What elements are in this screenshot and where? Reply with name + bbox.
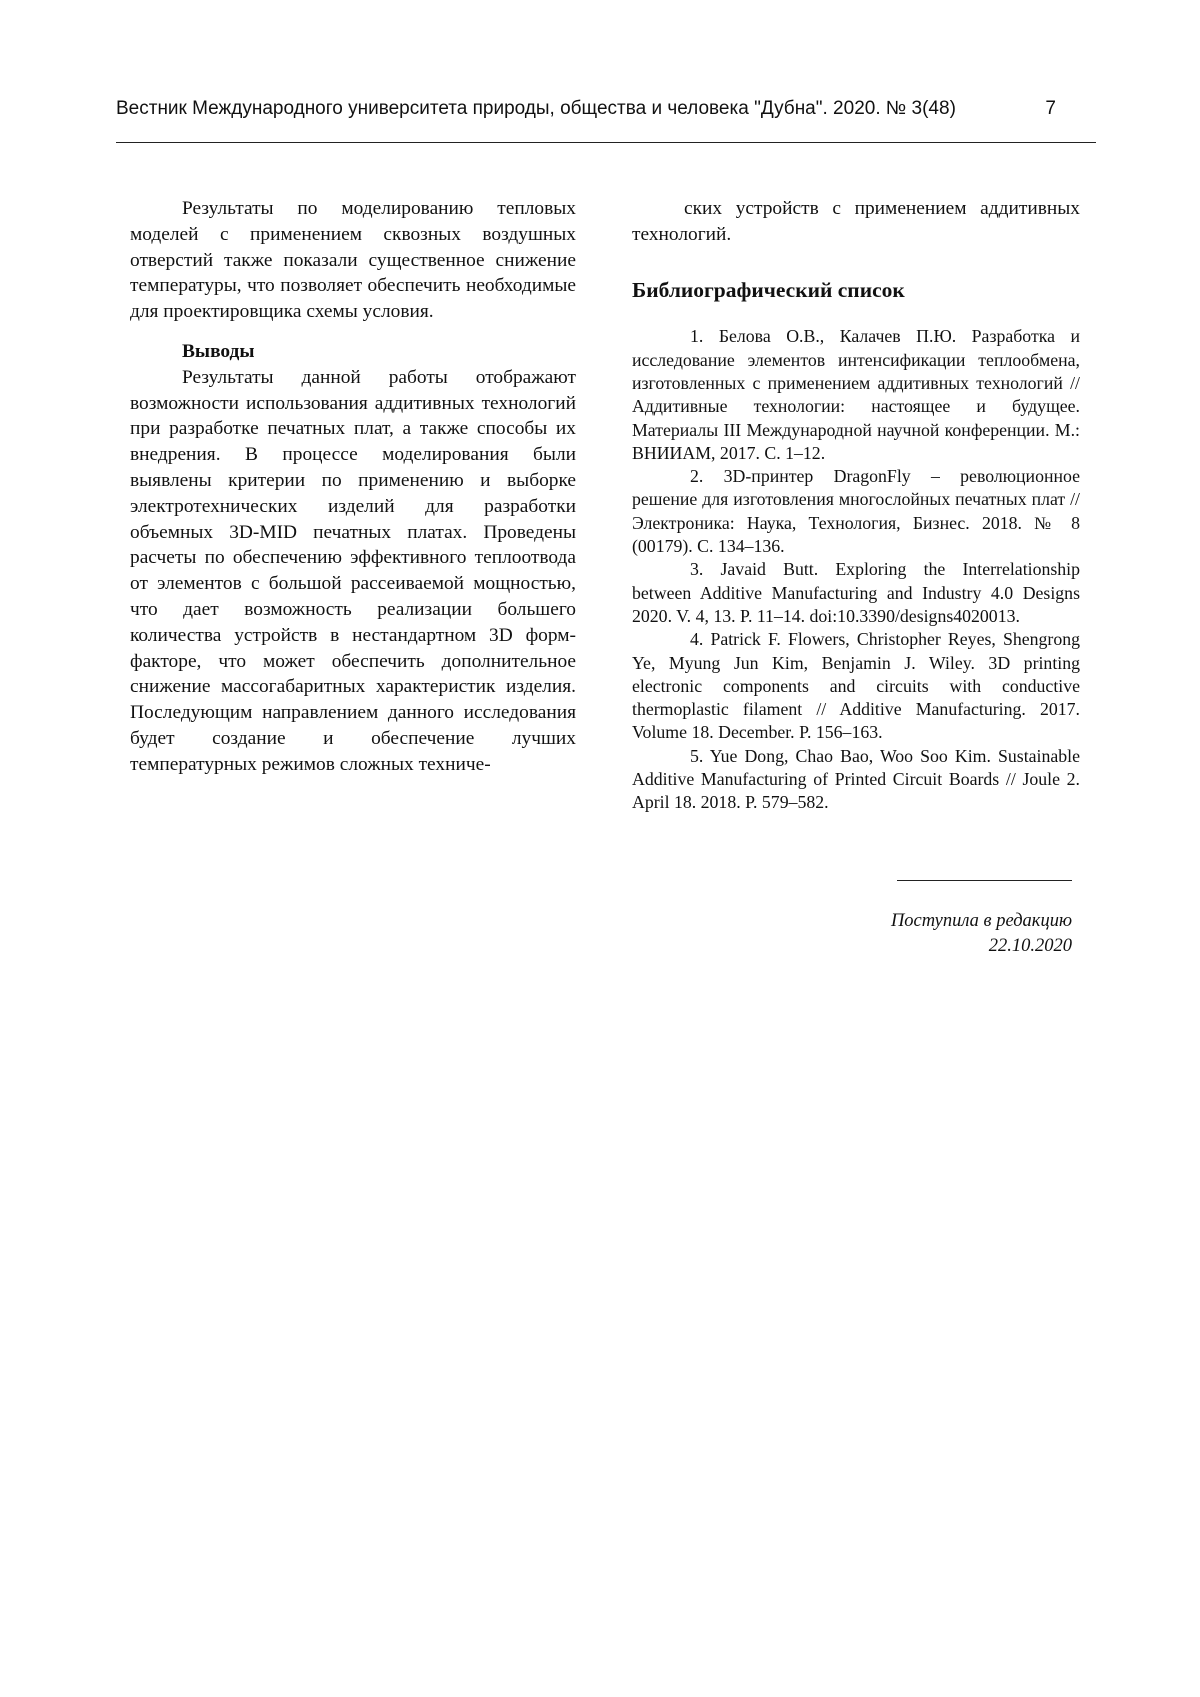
received-date: 22.10.2020	[700, 934, 1072, 959]
reference-list	[632, 325, 1080, 814]
results-paragraph: Результаты по моделированию тепловых моделей с применением сквозных воздушных отверстий также показали существенное снижение температуры, что позволяет обеспечить необходимые для проектировщика схемы условия.	[130, 196, 576, 325]
page-number: 7	[1045, 98, 1056, 120]
conclusions-heading: Выводы	[130, 339, 576, 365]
conclusions-paragraph: Результаты данной работы отображают возможности использования аддитивных технологий при разработке печатных плат, а также способы их внедрения. В процессе моделирования были выявлены критерии по применению и выборке электротехнических изделий для разработки объемных 3D-MID печатных платах. Проведены расчеты по обеспечению эффективного теплоотвода от элементов с большой рассеиваемой мощностью, что дает возможность реализации большего количества устройств в нестандартном 3D форм-факторе, что может обеспечить дополнительное снижение массогабаритных характеристик изделия. Последующим направлением данного исследования будет создание и обеспечение лучших температурных режимов сложных техниче-	[130, 365, 576, 778]
reference-item: 2. 3D-принтер DragonFly – революционное решение для изготовления многослойных печатных плат // Электроника: Наука, Технология, Бизнес. 2018. № 8 (00179). С. 134–136.	[632, 465, 1080, 558]
reference-item: 1. Белова О.В., Калачев П.Ю. Разработка и исследование элементов интенсификации теплообмена, изготовленных с применением аддитивных технологий // Аддитивные технологии: настоящее и будущее. Материалы III Международной научной конференции. М.: ВНИИАМ, 2017. С. 1–12.	[632, 325, 1080, 465]
bibliography-heading: Библиографический список	[632, 278, 1080, 304]
left-column	[130, 196, 576, 778]
reference-item: 3. Javaid Butt. Exploring the Interrelationship between Additive Manufacturing and Industry 4.0 Designs 2020. V. 4, 13. P. 11–14. doi:10.3390/designs4020013.	[632, 558, 1080, 628]
reference-item: 5. Yue Dong, Chao Bao, Woo Soo Kim. Sustainable Additive Manufacturing of Printed Circuit Boards // Joule 2. April 18. 2018. P. 579–582.	[632, 745, 1080, 815]
running-header	[116, 98, 1096, 120]
header-rule	[116, 142, 1096, 143]
received-label: Поступила в редакцию	[700, 909, 1072, 934]
continuation-paragraph: ских устройств с применением аддитивных технологий.	[632, 196, 1080, 248]
received-note	[700, 880, 1072, 959]
journal-title: Вестник Международного университета природы, общества и человека "Дубна". 2020. № 3(48)	[116, 98, 956, 120]
reference-item: 4. Patrick F. Flowers, Christopher Reyes, Shengrong Ye, Myung Jun Kim, Benjamin J. Wiley. 3D printing electronic components and circuits with conductive thermoplastic filament // Additive Manufacturing. 2017. Volume 18. December. P. 156–163.	[632, 628, 1080, 744]
signature-rule	[897, 880, 1072, 881]
right-column	[632, 196, 1080, 815]
